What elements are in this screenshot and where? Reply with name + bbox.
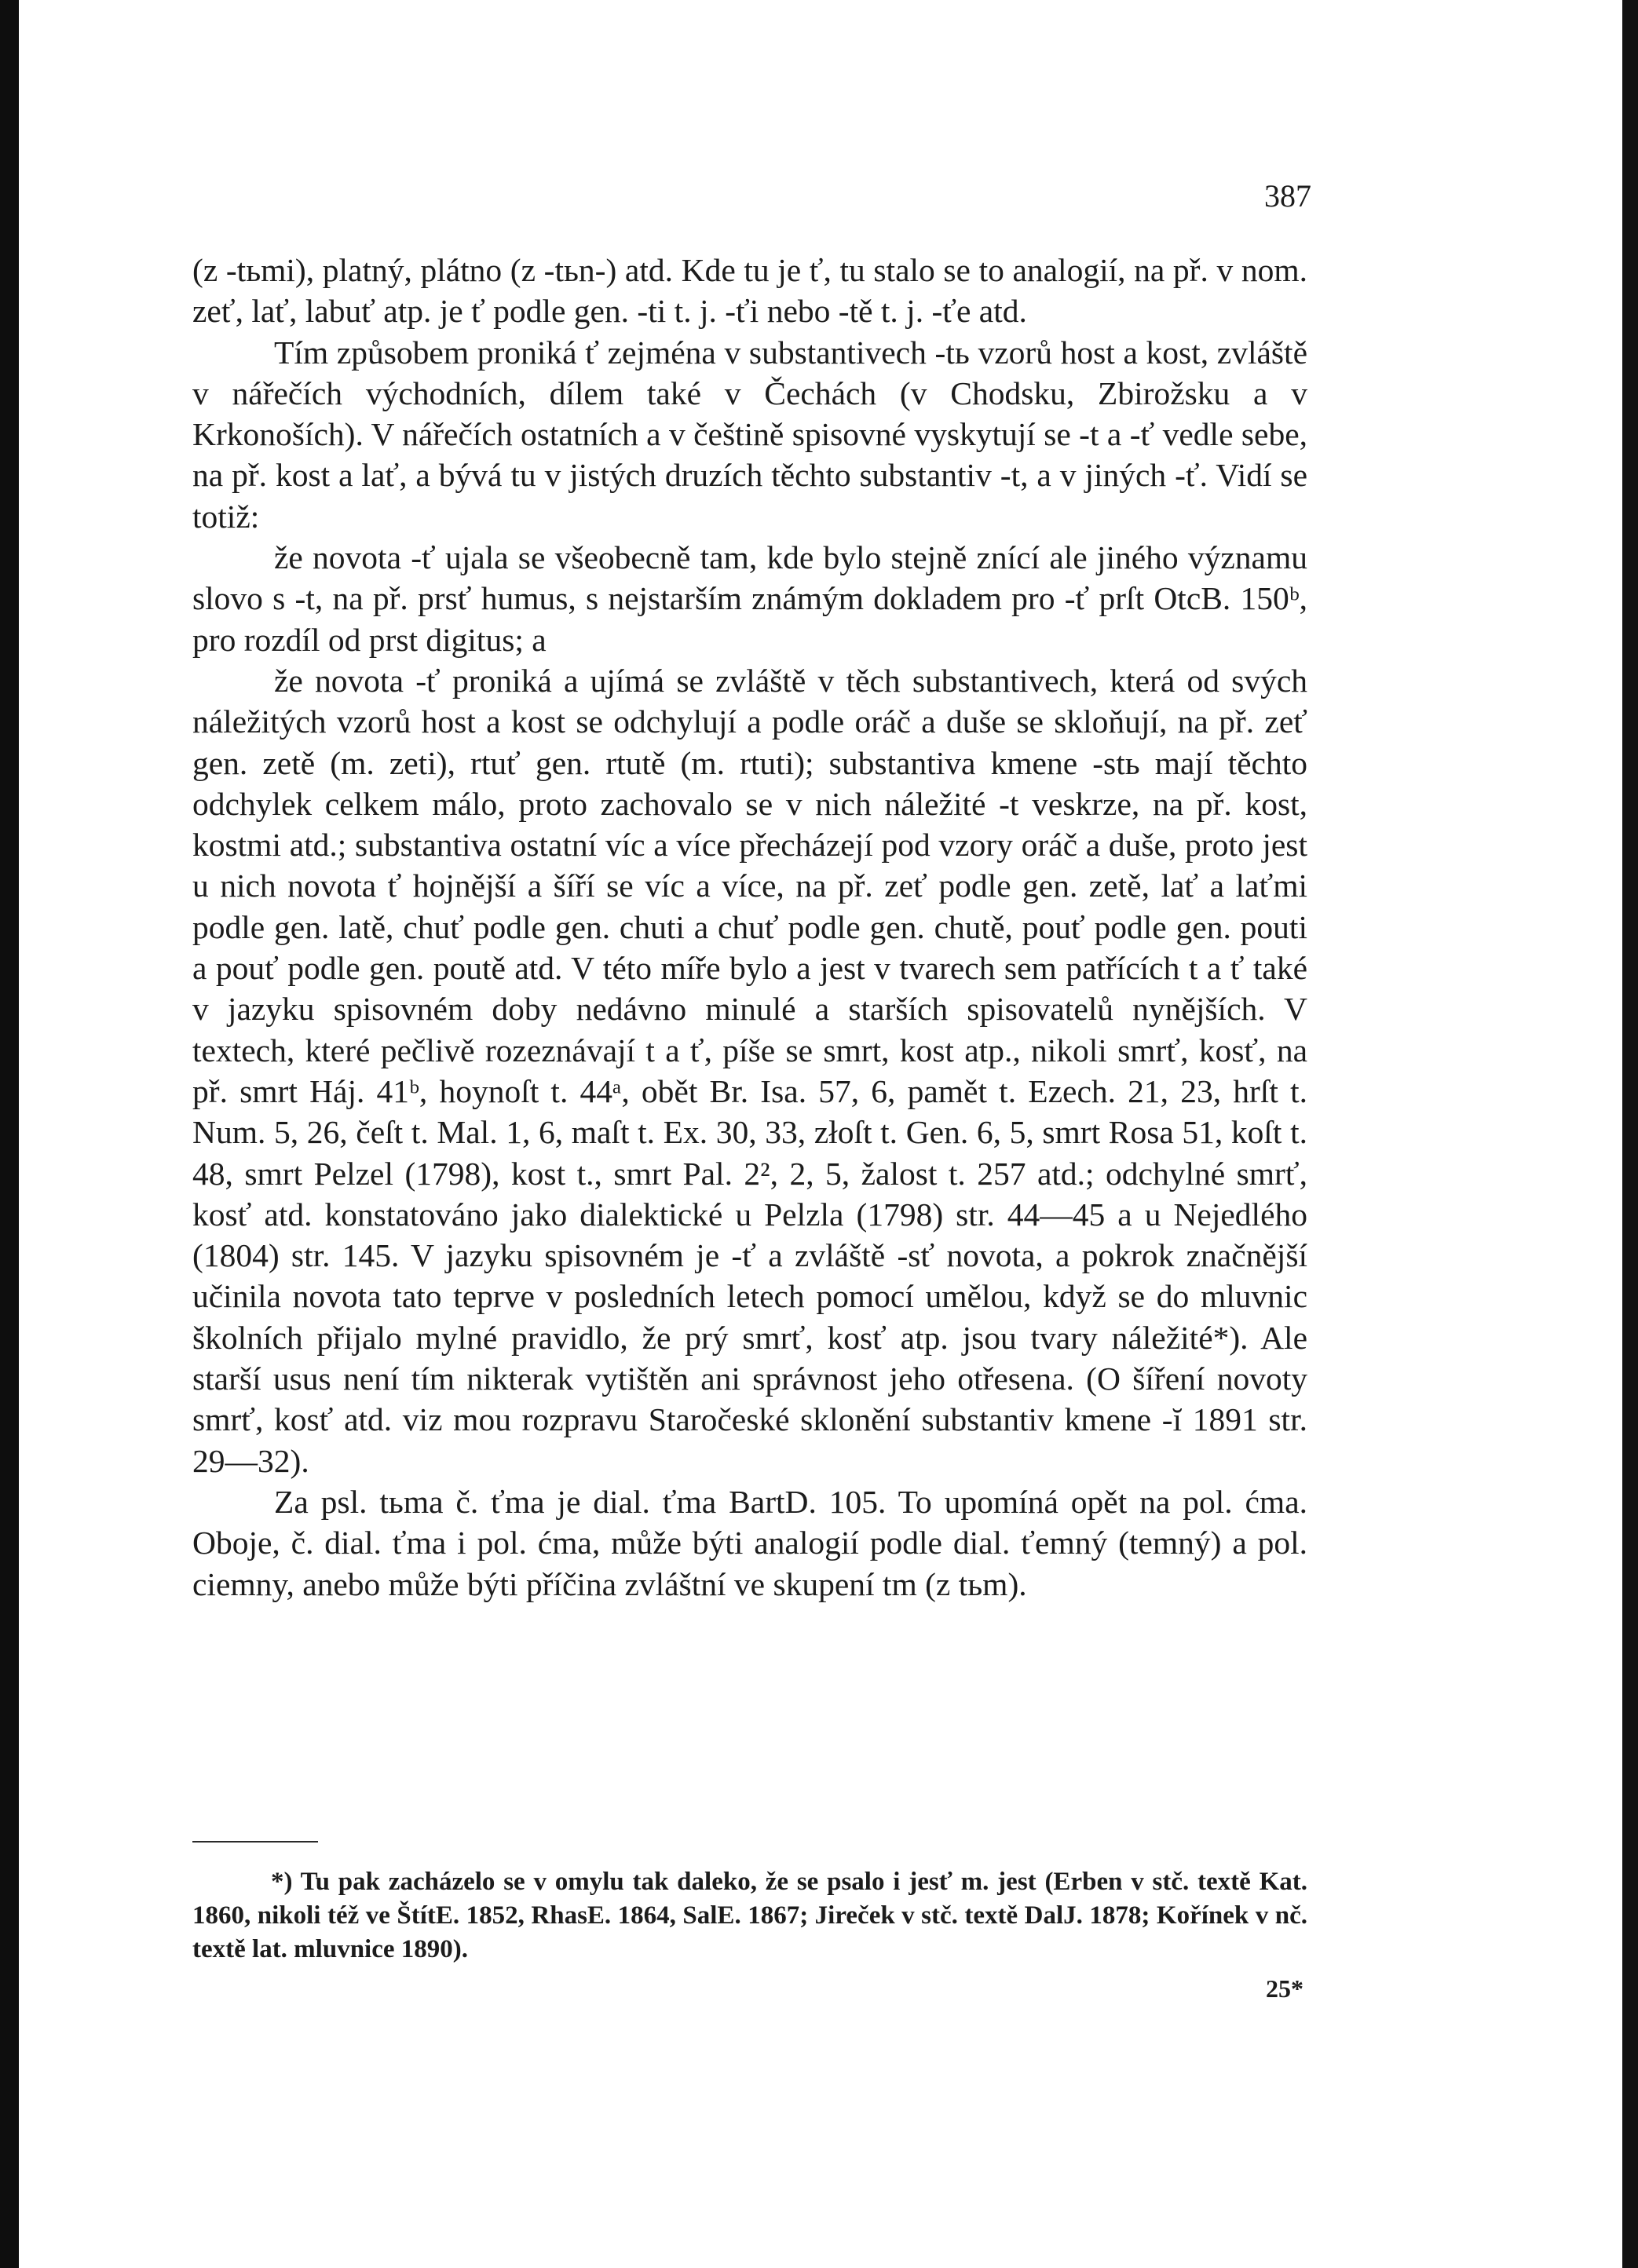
printer-signature-mark: 25*	[1266, 1974, 1303, 2003]
footnote-divider	[192, 1841, 318, 1843]
page-number: 387	[1264, 178, 1311, 214]
scan-left-edge	[0, 0, 19, 2268]
paragraph-1: (z -tьmi), platný, plátno (z -tьn-) atd. Kde tu je ť, tu stalo se to analogií, na př. v nom. zeť, lať, labuť atp. je ť podle gen. -ti t. j. -ťi nebo -tě t. j. -ťe atd.	[192, 252, 1307, 330]
footnote: *) Tu pak zacházelo se v omylu tak daleko, že se psalo i jesť m. jest (Erben v stč. textě Kat. 1860, nikoli též ve ŠtítE. 1852, RhasE. 1864, SalE. 1867; Jireček v stč. textě DalJ. 1878; Kořínek v nč. textě lat. mluvnice 1890).	[192, 1868, 1307, 1963]
scan-right-edge	[1622, 0, 1638, 2268]
main-text-body	[192, 250, 1307, 1605]
paragraph-4: že novota -ť proniká a ujímá se zvláště v těch substantivech, která od svých náležitých vzorů host a kost se odchylují a podle oráč a duše se skloňují, na př. zeť gen. zetě (m. zeti), rtuť gen. rtutě (m. rtuti); substantiva kmene -stь mají těchto odchylek celkem málo, proto zachovalo se v nich náležité -t veskrze, na př. kost, kostmi atd.; substantiva ostatní víc a více přecházejí pod vzory oráč a duše, proto jest u nich novota ť hojnější a šíří se víc a více, na př. zeť podle gen. zetě, lať a laťmi podle gen. latě, chuť podle gen. chuti a chuť podle gen. chutě, pouť podle gen. pouti a pouť podle gen. poutě atd. V této míře bylo a jest v tvarech sem patřících t a ť také v jazyku spisovném doby nedávno minulé a starších spisovatelů nynějších. V textech, které pečlivě rozeznávají t a ť, píše se smrt, kost atp., nikoli smrť, kosť, na př. smrt Háj. 41ᵇ, hoynoſt t. 44ᵃ, obět Br. Isa. 57, 6, pamět t. Ezech. 21, 23, hrſt t. Num. 5, 26, čeſt t. Mal. 1, 6, maſt t. Ex. 30, 33, złoſt t. Gen. 6, 5, smrt Rosa 51, koſt t. 48, smrt Pelzel (1798), kost t., smrt Pal. 2², 2, 5, žalost t. 257 atd.; odchylné smrť, kosť atd. konstatováno jako dialektické u Pelzla (1798) str. 44—45 a u Nejedlého (1804) str. 145. V jazyku spisovném je -ť a zvláště -sť novota, a pokrok značnější učinila novota tato teprve v posledních letech pomocí umělou, když se do mluvnic školních přijalo mylné pravidlo, že prý smrť, kosť atp. jsou tvary náležité*). Ale starší usus není tím nikterak vytištěn ani správnost jeho otřesena. (O šíření novoty smrť, kosť atd. viz mou rozpravu Staročeské sklonění substantiv kmene -ĭ 1891 str. 29—32).	[192, 662, 1307, 1479]
paragraph-2: Tím způsobem proniká ť zejména v substantivech -tь vzorů host a kost, zvláště v nářečích východních, dílem také v Čechách (v Chodsku, Zbirožsku a v Krkonoších). V nářečích ostatních a v češtině spisovné vyskytují se -t a -ť vedle sebe, na př. kost a lať, a bývá tu v jistých druzích těchto substantiv -t, a v jiných -ť. Vidí se totiž:	[192, 334, 1307, 535]
paragraph-5: Za psl. tьma č. ťma je dial. ťma BartD. 105. To upomíná opět na pol. ćma. Oboje, č. dial. ťma i pol. ćma, může býti analogií podle dial. ťemný (temný) a pol. ciemny, anebo může býti příčina zvláštní ve skupení tm (z tьm).	[192, 1483, 1307, 1602]
paragraph-3: že novota -ť ujala se všeobecně tam, kde bylo stejně znící ale jiného významu slovo s -t, na př. prsť humus, s nejstarším známým dokladem pro -ť prſt OtcB. 150ᵇ, pro rozdíl od prst digitus; a	[192, 539, 1307, 658]
